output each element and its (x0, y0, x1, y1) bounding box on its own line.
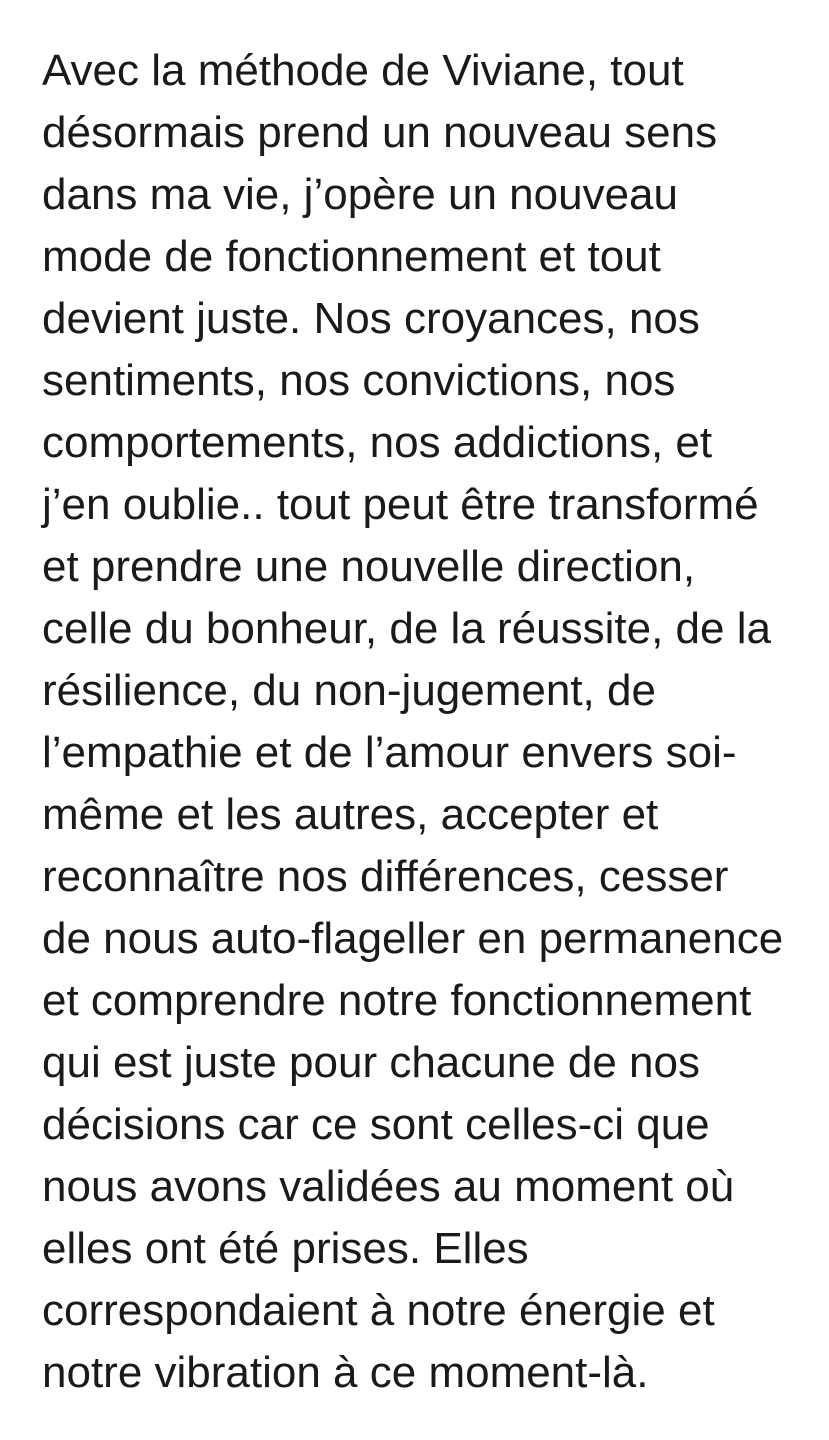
text-line: devient juste. Nos croyances, nos (42, 294, 700, 343)
text-line: Avec la méthode de Viviane, tout (42, 46, 684, 95)
text-line: dans ma vie, j’opère un nouveau (42, 170, 678, 219)
text-line: qui est juste pour chacune de nos (42, 1038, 701, 1087)
text-line: reconnaître nos différences, cesser (42, 852, 729, 901)
text-line: elles ont été prises. Elles (42, 1224, 529, 1273)
text-line: désormais prend un nouveau sens (42, 108, 718, 157)
text-line: mode de fonctionnement et tout (42, 232, 661, 281)
text-line: même et les autres, accepter et (42, 790, 659, 839)
text-line: sentiments, nos convictions, nos (42, 356, 676, 405)
text-line: de nous auto-flageller en permanence (42, 914, 784, 963)
text-line: j’en oublie.. tout peut être transformé (42, 480, 759, 529)
text-line: l’empathie et de l’amour envers soi- (42, 728, 737, 777)
text-line: et comprendre notre fonctionnement (42, 976, 752, 1025)
text-line: résilience, du non-jugement, de (42, 666, 656, 715)
text-line: décisions car ce sont celles-ci que (42, 1100, 710, 1149)
text-line: et prendre une nouvelle direction, (42, 542, 696, 591)
text-line: celle du bonheur, de la réussite, de la (42, 604, 771, 653)
text-line: nous avons validées au moment où (42, 1162, 735, 1211)
text-line: notre vibration à ce moment-là. (42, 1348, 649, 1397)
text-line: correspondaient à notre énergie et (42, 1286, 715, 1335)
text-line: comportements, nos addictions, et (42, 418, 713, 467)
